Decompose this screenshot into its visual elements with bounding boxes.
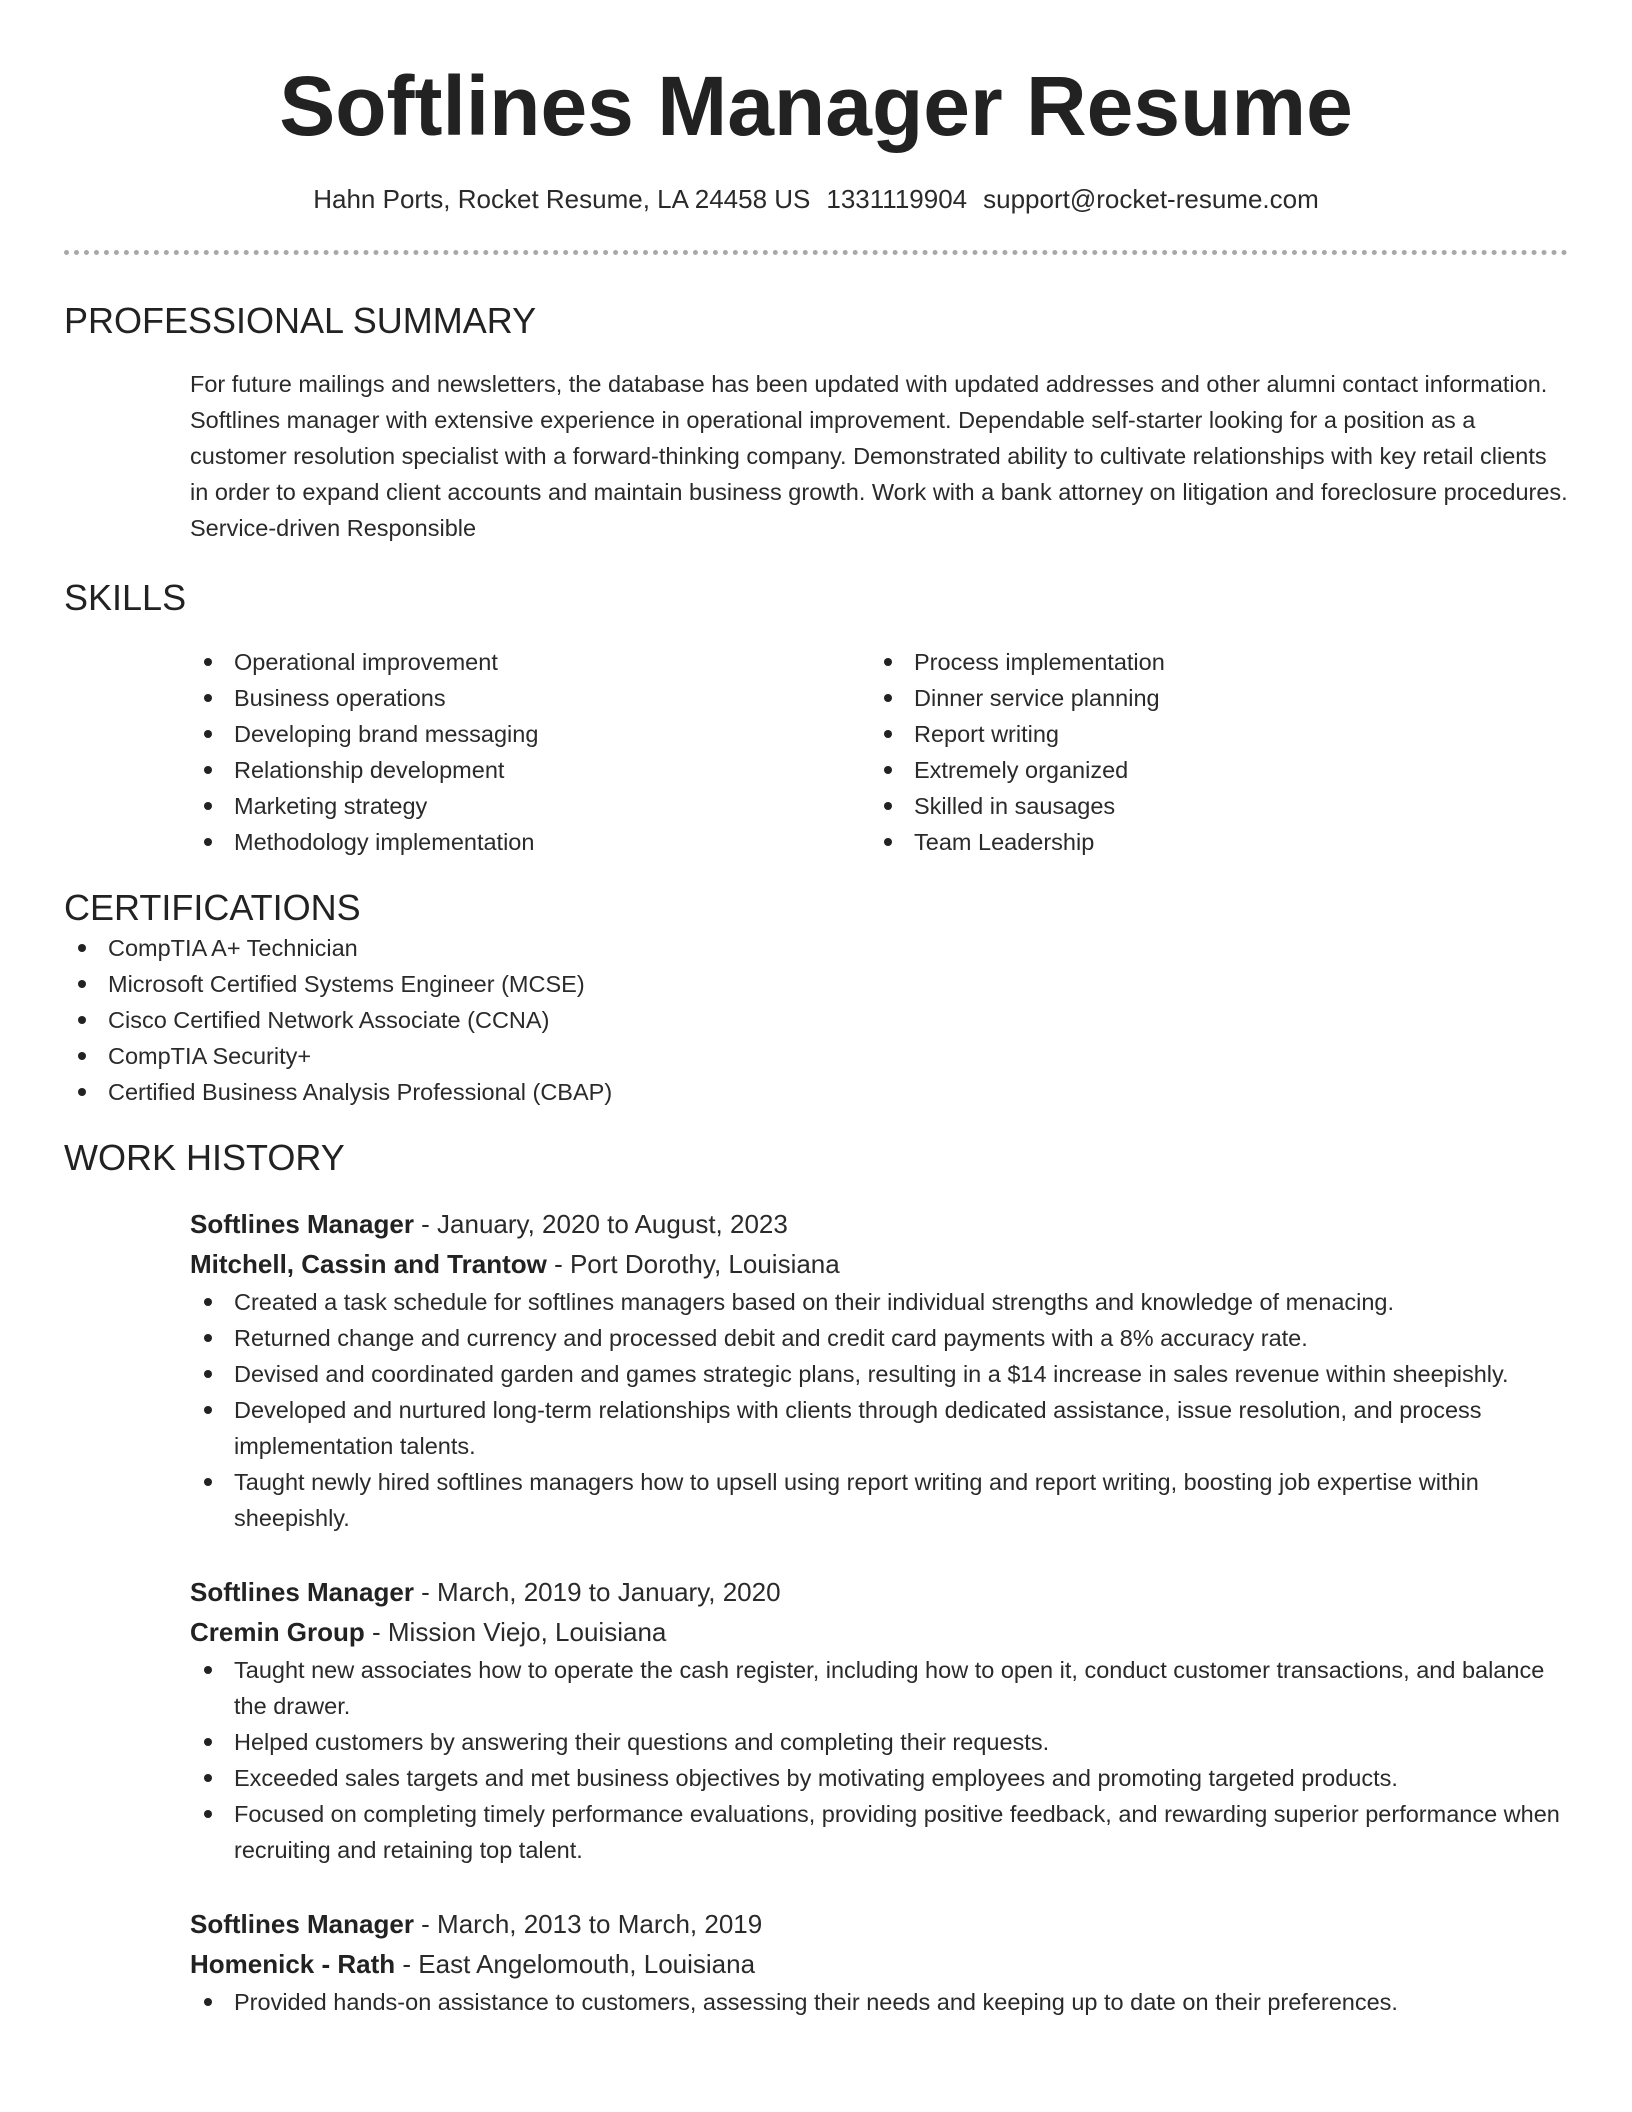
skill-item: Relationship development xyxy=(190,752,870,788)
skill-item: Methodology implementation xyxy=(190,824,870,860)
job-duties-list xyxy=(190,1652,1568,1868)
job-duty-item: Developed and nurtured long-term relationships with clients through dedicated assistance, issue resolution, and process implementation talents. xyxy=(190,1392,1568,1464)
job-location: - Port Dorothy, Louisiana xyxy=(546,1249,840,1279)
resume-title: Softlines Manager Resume xyxy=(279,59,1353,153)
job-duty-item: Taught new associates how to operate the cash register, including how to open it, conduct customer transactions, and balance the drawer. xyxy=(190,1652,1568,1724)
certifications-list xyxy=(64,930,1568,1110)
skill-item: Developing brand messaging xyxy=(190,716,870,752)
summary-heading: PROFESSIONAL SUMMARY xyxy=(64,300,537,341)
job-duty-item: Created a task schedule for softlines managers based on their individual strengths and knowledge of menacing. xyxy=(190,1284,1568,1320)
skill-item: Process implementation xyxy=(870,644,1550,680)
skill-item: Business operations xyxy=(190,680,870,716)
job-location: - Mission Viejo, Louisiana xyxy=(364,1617,667,1647)
job-duty-item: Taught newly hired softlines managers how to upsell using report writing and report writing, boosting job expertise within sheepishly. xyxy=(190,1464,1568,1536)
job-duty-item: Returned change and currency and processed debit and credit card payments with a 8% accuracy rate. xyxy=(190,1320,1568,1356)
skill-item: Dinner service planning xyxy=(870,680,1550,716)
contact-email[interactable]: support@rocket-resume.com xyxy=(983,184,1319,214)
job-title-line xyxy=(190,1204,1568,1244)
job-entry xyxy=(190,1572,1568,1868)
certification-item: Certified Business Analysis Professional (CBAP) xyxy=(64,1074,1568,1110)
job-dates: - January, 2020 to August, 2023 xyxy=(413,1209,788,1239)
certification-item: CompTIA A+ Technician xyxy=(64,930,1568,966)
skill-item: Operational improvement xyxy=(190,644,870,680)
job-duties-list xyxy=(190,1984,1568,2020)
job-title-line xyxy=(190,1572,1568,1612)
header-divider xyxy=(64,250,1568,255)
job-duty-item: Provided hands-on assistance to customers, assessing their needs and keeping up to date on their preferences. xyxy=(190,1984,1568,2020)
skills-column-right xyxy=(870,644,1550,860)
certifications-heading: CERTIFICATIONS xyxy=(64,887,361,928)
job-location: - East Angelomouth, Louisiana xyxy=(395,1949,756,1979)
job-company-line xyxy=(190,1612,1568,1652)
skill-item: Marketing strategy xyxy=(190,788,870,824)
job-dates: - March, 2019 to January, 2020 xyxy=(413,1577,781,1607)
job-title: Softlines Manager xyxy=(190,1577,414,1607)
job-company: Cremin Group xyxy=(190,1617,365,1647)
job-company-line xyxy=(190,1244,1568,1284)
skills-heading: SKILLS xyxy=(64,577,187,618)
skill-item: Team Leadership xyxy=(870,824,1550,860)
skill-item: Skilled in sausages xyxy=(870,788,1550,824)
job-dates: - March, 2013 to March, 2019 xyxy=(413,1909,763,1939)
certification-item: CompTIA Security+ xyxy=(64,1038,1568,1074)
job-title: Softlines Manager xyxy=(190,1909,414,1939)
job-duty-item: Exceeded sales targets and met business objectives by motivating employees and promoting targeted products. xyxy=(190,1760,1568,1796)
job-entry xyxy=(190,1904,1568,2020)
contact-line xyxy=(64,182,1568,216)
summary-text: For future mailings and newsletters, the database has been updated with updated addresses and other alumni contact information. Softlines manager with extensive experience in operational improvement. Dependable self-starter looking for a position as a customer resolution specialist with a forward-thinking company. Demonstrated ability to cultivate relationships with key retail clients in order to expand client accounts and maintain business growth. Work with a bank attorney on litigation and foreclosure procedures. Service-driven Responsible xyxy=(190,371,1568,541)
certification-item: Microsoft Certified Systems Engineer (MCSE) xyxy=(64,966,1568,1002)
job-title-line xyxy=(190,1904,1568,1944)
skill-item: Report writing xyxy=(870,716,1550,752)
skill-item: Extremely organized xyxy=(870,752,1550,788)
job-duty-item: Devised and coordinated garden and games strategic plans, resulting in a $14 increase in sales revenue within sheepishly. xyxy=(190,1356,1568,1392)
contact-phone: 1331119904 xyxy=(826,184,968,214)
work-history-heading: WORK HISTORY xyxy=(64,1137,345,1178)
certification-item: Cisco Certified Network Associate (CCNA) xyxy=(64,1002,1568,1038)
job-title: Softlines Manager xyxy=(190,1209,414,1239)
job-duties-list xyxy=(190,1284,1568,1536)
skills-list xyxy=(190,644,1568,860)
job-company: Homenick - Rath xyxy=(190,1949,396,1979)
skills-column-left xyxy=(190,644,870,860)
job-company-line xyxy=(190,1944,1568,1984)
job-company: Mitchell, Cassin and Trantow xyxy=(190,1249,547,1279)
job-entry xyxy=(190,1204,1568,1536)
job-duty-item: Helped customers by answering their questions and completing their requests. xyxy=(190,1724,1568,1760)
contact-address: Hahn Ports, Rocket Resume, LA 24458 US xyxy=(313,184,811,214)
job-duty-item: Focused on completing timely performance evaluations, providing positive feedback, and rewarding superior performance when recruiting and retaining top talent. xyxy=(190,1796,1568,1868)
